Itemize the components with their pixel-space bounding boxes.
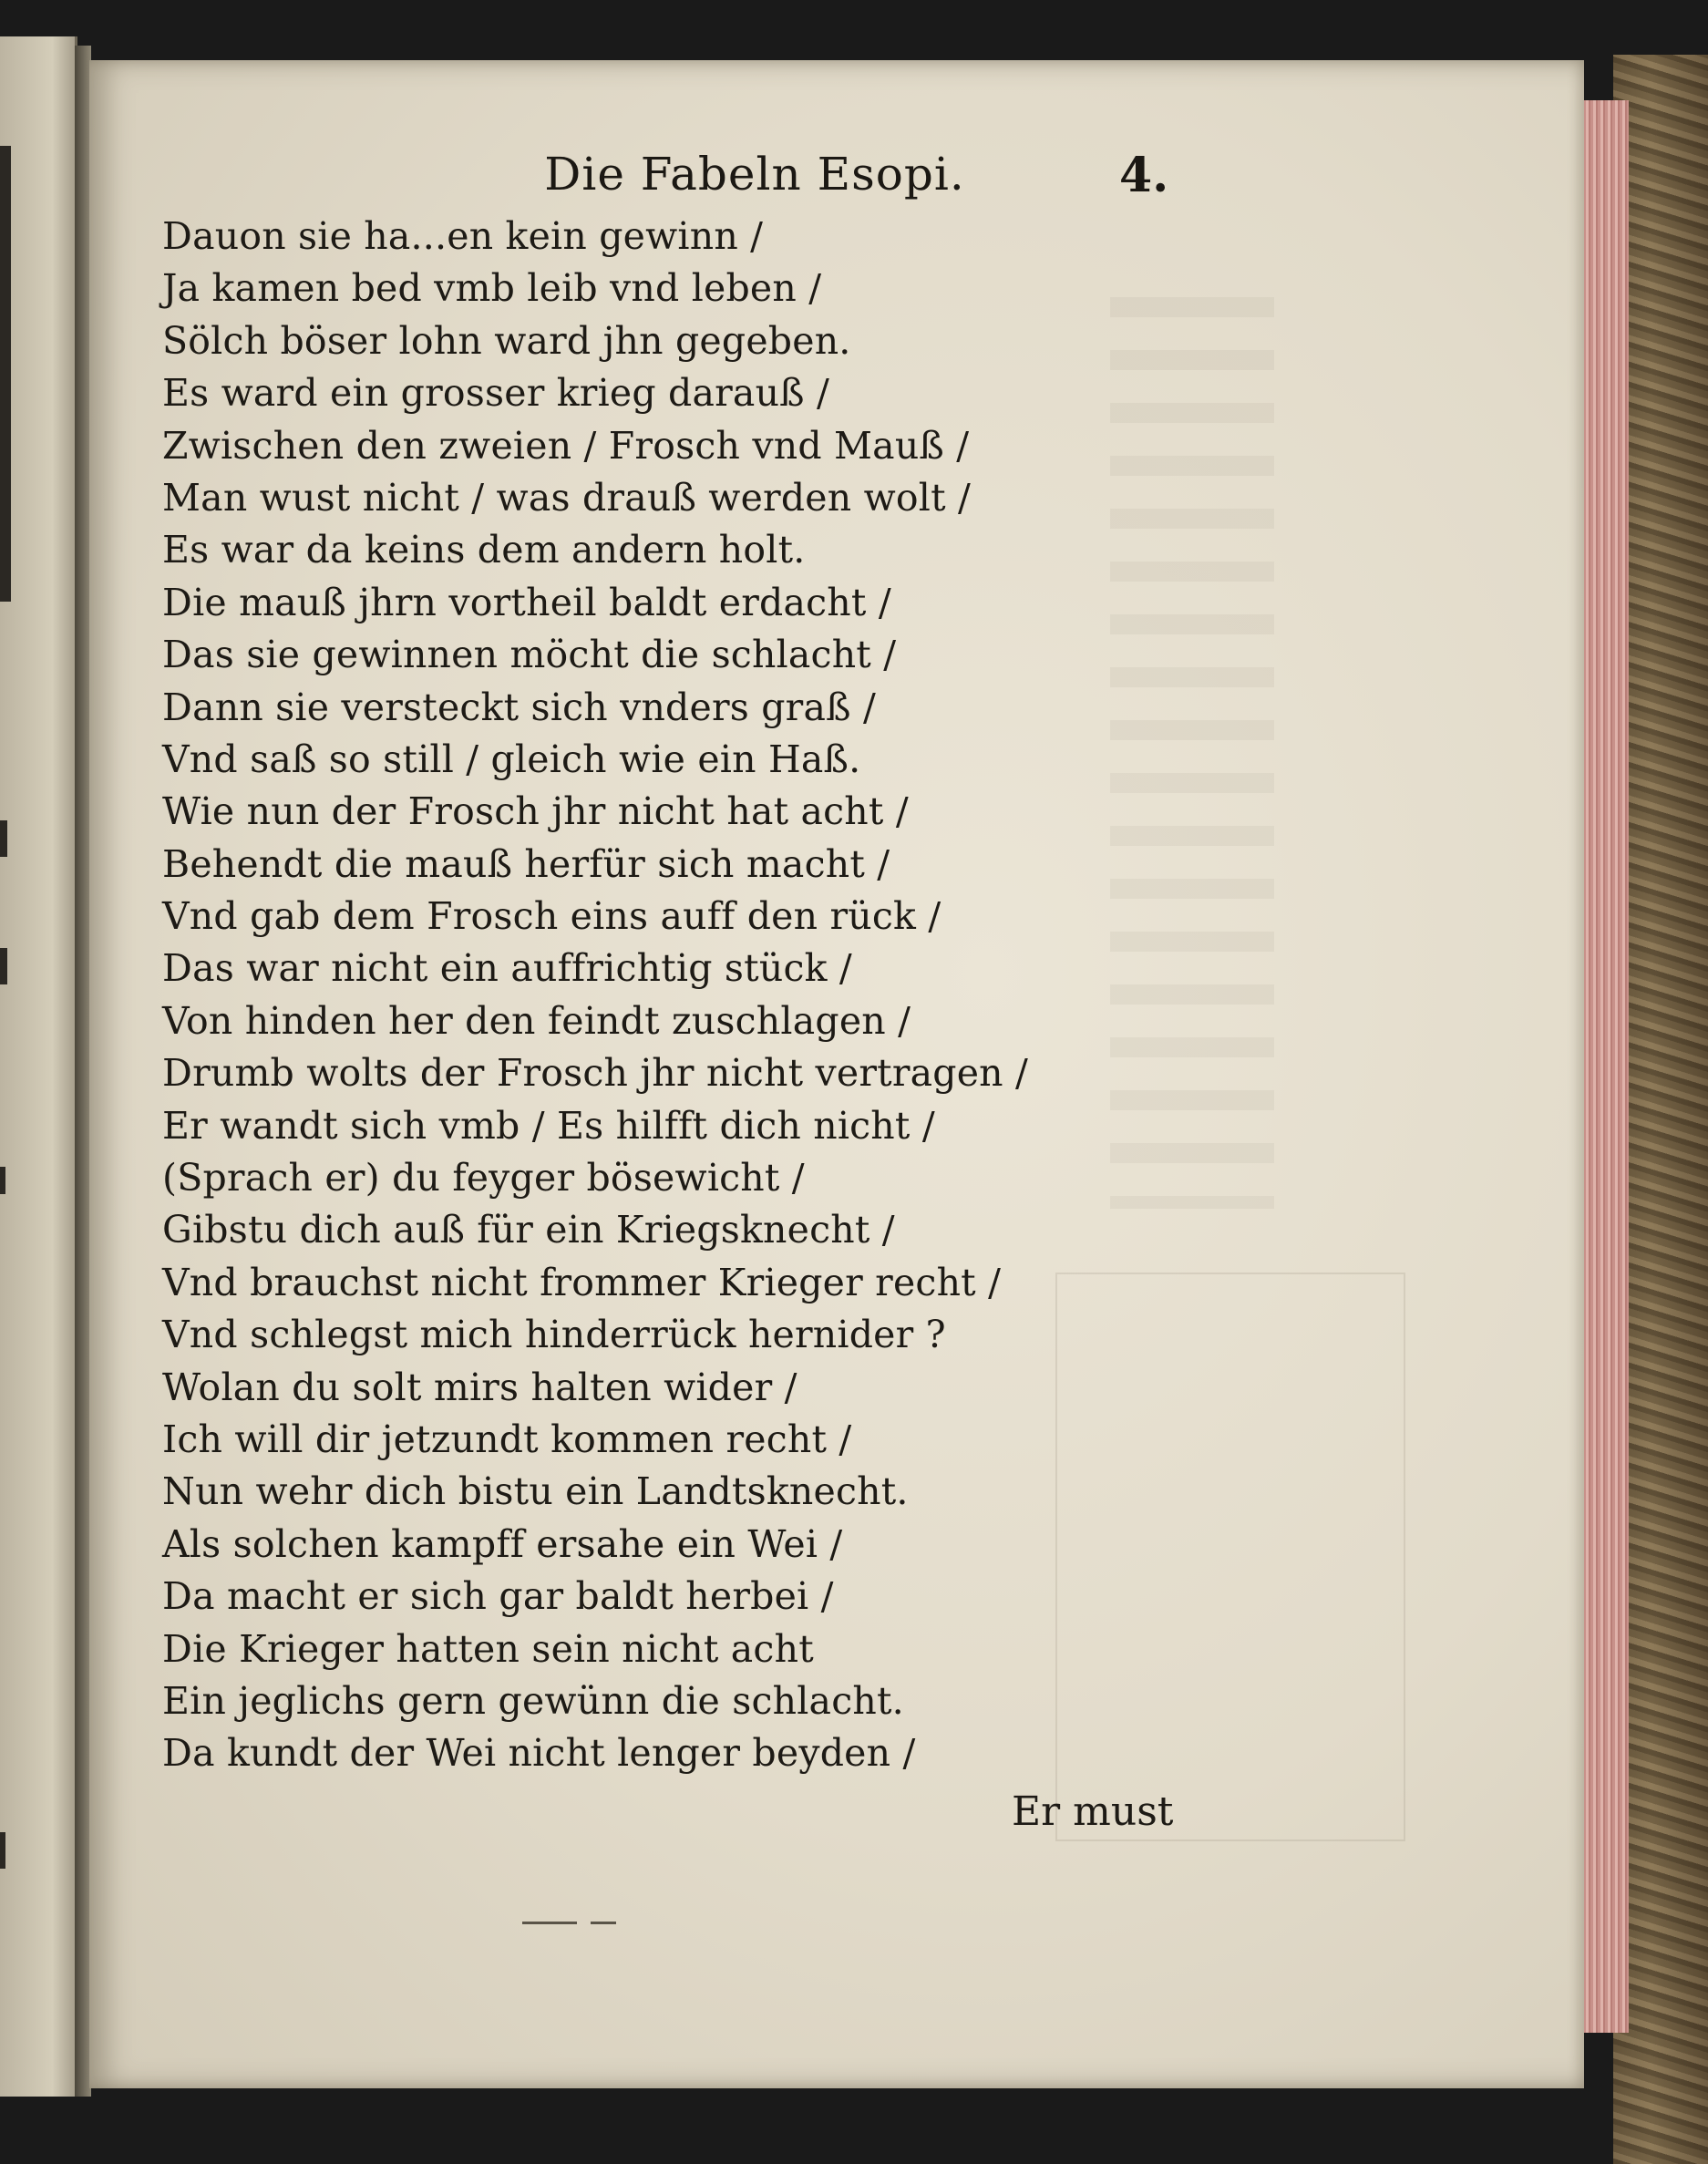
ink-mark — [591, 1922, 616, 1924]
verse-line: Es ward ein grosser krieg darauß / — [162, 371, 830, 416]
running-title: Die Fabeln Esopi. — [544, 148, 965, 201]
verse-line: Ich will dir jetzundt kommen recht / — [162, 1417, 852, 1461]
page-shadow-mark — [0, 146, 11, 602]
page-shadow-mark — [0, 1167, 5, 1194]
verse-block — [162, 211, 1028, 1780]
page-number: 4. — [1119, 148, 1169, 203]
page-shadow-mark — [0, 948, 7, 984]
verse-line: Wie nun der Frosch jhr nicht hat acht / — [162, 789, 909, 834]
page-shadow-mark — [0, 1832, 5, 1869]
show-through-woodcut — [1055, 1273, 1405, 1841]
verse-line: Die mauß jhrn vortheil baldt erdacht / — [162, 580, 891, 624]
verse-line: Vnd gab dem Frosch eins auff den rück / — [162, 894, 941, 939]
verse-line: Zwischen den zweien / Frosch vnd Mauß / — [162, 423, 970, 468]
verse-line: Das war nicht ein auffrichtig stück / — [162, 946, 852, 991]
verse-line: Es war da keins dem andern holt. — [162, 528, 806, 572]
verse-line: Da macht er sich gar baldt herbei / — [162, 1574, 834, 1619]
printed-page — [89, 60, 1584, 2088]
verse-line: Ja kamen bed vmb leib vnd leben / — [162, 266, 822, 311]
verse-line: Wolan du solt mirs halten wider / — [162, 1365, 797, 1409]
verse-line: Ein jeglichs gern gewünn die schlacht. — [162, 1678, 904, 1723]
ink-mark — [522, 1922, 577, 1924]
catchword: Er must — [1012, 1788, 1174, 1835]
verse-line: Behendt die mauß herfür sich macht / — [162, 841, 890, 886]
verse-line: Dann sie versteckt sich vnders graß / — [162, 685, 876, 729]
verse-line: Sölch böser lohn ward jhn gegeben. — [162, 318, 851, 363]
show-through-text — [1110, 297, 1274, 1209]
verse-line: Vnd brauchst nicht frommer Krieger recht / — [162, 1260, 1002, 1304]
verse-line: Da kundt der Wei nicht lenger beyden / — [162, 1731, 916, 1776]
red-page-edges — [1581, 100, 1629, 2033]
verse-line: Vnd schlegst mich hinderrück hernider ? — [162, 1313, 946, 1357]
verse-line: Gibstu dich auß für ein Kriegsknecht / — [162, 1208, 895, 1252]
facing-page-edge — [0, 36, 77, 2097]
verse-line: Die Krieger hatten sein nicht acht — [162, 1626, 814, 1671]
verse-line: Als solchen kampff ersahe ein Wei / — [162, 1521, 843, 1566]
page-shadow-mark — [0, 820, 7, 857]
verse-line: Er wandt sich vmb / Es hilfft dich nicht / — [162, 1103, 935, 1148]
verse-line: Vnd saß so still / gleich wie ein Haß. — [162, 737, 861, 781]
verse-line: Das sie gewinnen möcht die schlacht / — [162, 633, 897, 677]
verse-line: Nun wehr dich bistu ein Landtsknecht. — [162, 1469, 909, 1514]
verse-line: (Sprach er) du feyger bösewicht / — [162, 1156, 805, 1201]
verse-line: Von hinden her den feindt zuschlagen / — [162, 998, 911, 1043]
verse-line: Man wust nicht / was drauß werden wolt / — [162, 475, 971, 520]
verse-line: Drumb wolts der Frosch jhr nicht vertragen / — [162, 1051, 1029, 1096]
verse-line: Dauon sie ha...en kein gewinn / — [162, 214, 764, 258]
